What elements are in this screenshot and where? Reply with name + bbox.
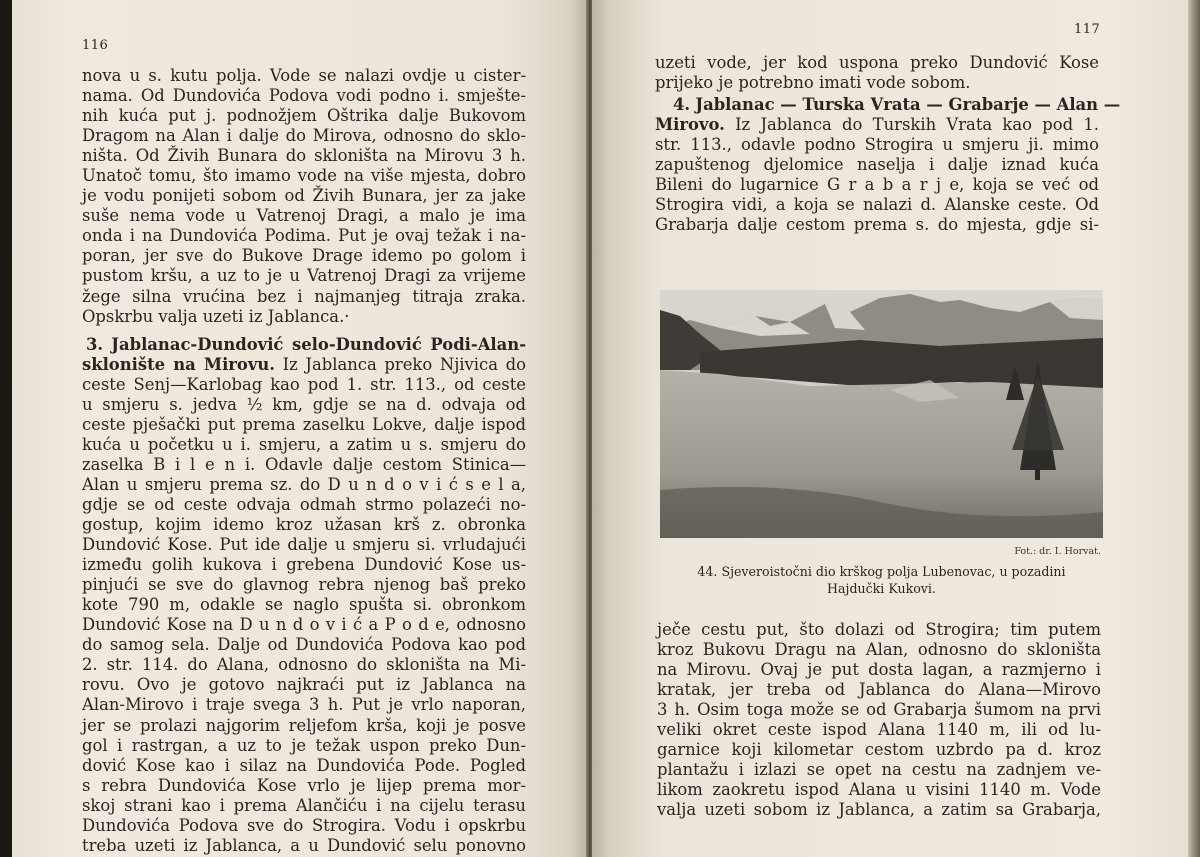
section-heading-line	[82, 355, 526, 375]
text-line: veliki okret ceste ispod Alana 1140 m, ili od lu-	[657, 720, 1101, 740]
text-line: Dundović Kose. Put ide dalje u smjeru si. vrludajući	[82, 535, 526, 555]
text-line: u smjeru s. jedva ½ km, gdje se na d. odvaja od	[82, 394, 526, 414]
text-line: nova u s. kutu polja. Vode se nalazi ovdje u cister-	[82, 66, 526, 85]
text-line: kote 790 m, odakle se naglo spušta si. obronkom	[82, 595, 526, 615]
text-line: ceste Senj—Karlobag kao pod 1. str. 113., od ceste	[82, 374, 526, 394]
text-line: rovu. Ovo je gotovo najkraći put iz Jablanca na	[82, 675, 526, 695]
landscape-illustration	[660, 290, 1103, 538]
text-line: valja uzeti sobom iz Jablanca, a zatim sa Grabarja,	[657, 800, 1101, 820]
text-line: treba uzeti iz Jablanca, a u Dundović selu ponovno	[82, 835, 526, 855]
text-line: između golih kukova i grebena Dundović Kose us-	[82, 555, 526, 575]
text-line: Unatoč tomu, što imamo vode na više mjesta, dobro	[82, 166, 526, 186]
right-text-block-bottom	[657, 620, 1101, 820]
landscape-photo	[660, 290, 1103, 538]
text-line: žege silna vrućina bez i najmanjeg titraja zraka.	[82, 286, 526, 306]
text-line: onda i na Dundovića Podima. Put je ovaj težak i na-	[82, 226, 526, 246]
text-line: suše nema vode u Vatrenoj Dragi, a malo je ima	[82, 206, 526, 226]
text-line: poran, jer sve do Bukove Drage idemo po golom i	[82, 246, 526, 266]
text-line: gol i rastrgan, a uz to je težak uspon preko Dun-	[82, 735, 526, 755]
figure-caption	[660, 563, 1103, 597]
page-edge	[1188, 0, 1200, 857]
text-line: likom zaokretu ispod Alana u visini 1140 m. Vode	[657, 780, 1101, 800]
right-text-block-top	[655, 53, 1121, 235]
text-line: uzeti vode, jer kod uspona preko Dundović Kose	[655, 53, 1099, 72]
text-line: Alan u smjeru prema sz. do D u n d o v i ć s e l a,	[82, 474, 526, 494]
text-line: zaselka B i l e n i. Odavle dalje cestom Stinica—	[82, 454, 526, 474]
text-line: je vodu ponijeti sobom od Živih Bunara, jer za jake	[82, 186, 526, 206]
section-heading: Jablanac-Dundović selo-Dundović Podi-Alan-	[111, 334, 526, 354]
section-heading-line	[655, 115, 1099, 135]
text-line: 2. str. 114. do Alana, odnosno do skloništa na Mi-	[82, 655, 526, 675]
photo-credit: Fot.: dr. I. Horvat.	[1014, 546, 1101, 557]
section-heading-line	[82, 335, 526, 355]
text-line: dović Kose kao i silaz na Dundovića Pode. Pogled	[82, 755, 526, 775]
text-line: gostup, kojim idemo kroz užasan krš z. obronka	[82, 515, 526, 535]
text-fragment: Iz Jablanca do Turskih Vrata kao pod 1.	[735, 115, 1099, 135]
text-line: Opskrbu valja uzeti iz Jablanca.·	[82, 306, 350, 326]
text-line: nama. Od Dundovića Podova vodi podno i. smješte-	[82, 86, 526, 106]
caption-line: 44. Sjeveroistočni dio krškog polja Lubenovac, u pozadini	[697, 564, 1066, 579]
text-line: pinjući se sve do glavnog rebra njenog baš preko	[82, 575, 526, 595]
text-fragment: Iz Jablanca preko Njivica do	[282, 354, 526, 374]
section-heading-cont: sklonište na Mirovu.	[82, 354, 276, 374]
text-line: kroz Bukovu Dragu na Alan, odnosno do skloništa	[657, 640, 1101, 660]
text-line: pustom kršu, a uz to je u Vatrenoj Dragi za vrijeme	[82, 266, 526, 286]
text-line: do samog sela. Dalje od Dundovića Podova kao pod	[82, 635, 526, 655]
text-line: nih kuća put j. podnožjem Oštrika dalje Bukovom	[82, 106, 526, 126]
section-number: 4.	[673, 95, 691, 115]
text-line: Dundović Kose na D u n d o v i ć a P o d e, odnosno	[82, 615, 526, 635]
text-line: ječe cestu put, što dolazi od Strogira; tim putem	[657, 620, 1101, 639]
text-line: na Mirovu. Ovaj je put dosta lagan, a razmjerno i	[657, 660, 1101, 680]
section-number: 3.	[86, 334, 104, 354]
text-line: kratak, jer treba od Jablanca do Alana—Mirovo	[657, 680, 1101, 700]
text-line: s rebra Dundovića Kose vrlo je lijep prema mor-	[82, 775, 526, 795]
page-number-right: 117	[1074, 22, 1101, 37]
text-line: str. 113., odavle podno Strogira u smjeru ji. mimo	[655, 135, 1099, 155]
page-number-left: 116	[82, 38, 109, 53]
text-line: gdje se od ceste odvaja odmah strmo polazeći no-	[82, 494, 526, 514]
text-line: 3 h. Osim toga može se od Grabarja šumom na prvi	[657, 700, 1101, 720]
text-line: plantažu i izlazi se opet na cestu na zadnjem ve-	[657, 760, 1101, 780]
text-line: Dundovića Podova sve do Strogira. Vodu i opskrbu	[82, 815, 526, 835]
tree-trunk	[1035, 468, 1040, 480]
text-line: skoj strani kao i prema Alančiću i na cijelu terasu	[82, 795, 526, 815]
text-line: ceste pješački put prema zaselku Lokve, dalje ispod	[82, 414, 526, 434]
text-line: Bileni do lugarnice G r a b a r j e, koja se već od	[655, 175, 1099, 195]
text-line: Strogira vidi, a koja se nalazi d. Alanske ceste. Od	[655, 195, 1099, 215]
text-line: ništa. Od Živih Bunara do skloništa na Mirovu 3 h.	[82, 146, 526, 166]
text-line: jer se prolazi najgorim reljefom krša, koji je posve	[82, 715, 526, 735]
text-line: Grabarja dalje cestom prema s. do mjesta, gdje si-	[655, 215, 1099, 235]
text-line: prijeko je potrebno imati vode sobom.	[655, 73, 971, 93]
caption-line: Hajdučki Kukovi.	[827, 581, 936, 596]
text-line: Alan-Mirovo i traje svega 3 h. Put je vrlo naporan,	[82, 695, 526, 715]
text-line: kuća u početku u i. smjeru, a zatim u s. smjeru do	[82, 434, 526, 454]
text-line: Dragom na Alan i dalje do Mirova, odnosno do sklo-	[82, 126, 526, 146]
section-heading: Jablanac — Turska Vrata — Grabarje — Alan —	[695, 95, 1121, 115]
text-line: garnice koji kilometar cestom uzbrdo pa d. kroz	[657, 740, 1101, 760]
section-heading-cont: Mirovo.	[655, 115, 725, 135]
text-line: zapuštenog djelomice naselja i dalje iznad kuća	[655, 155, 1099, 175]
section-heading-line	[655, 95, 1121, 115]
left-text-block	[82, 66, 526, 856]
